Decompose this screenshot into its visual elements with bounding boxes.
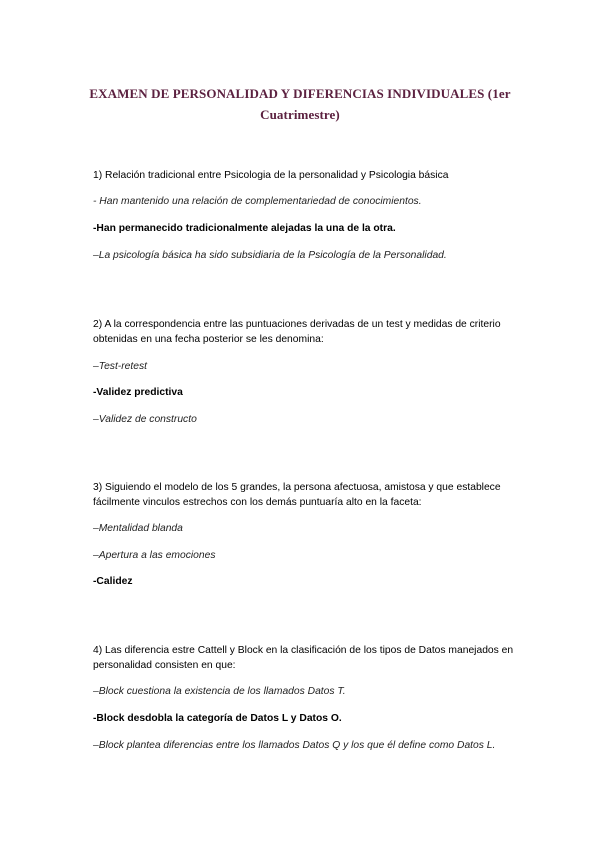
question-3-option-a: –Mentalidad blanda — [93, 523, 183, 534]
question-2: 2) A la correspondencia entre las puntuaciones derivadas de un test y medidas de criterio obtenidas en una fecha posterior se les denomina: — [93, 319, 501, 345]
question-1-option-c: –La psicología básica ha sido subsidiaria de la Psicología de la Personalidad. — [93, 250, 447, 261]
question-3-option-b: –Apertura a las emociones — [93, 550, 216, 561]
document-title: EXAMEN DE PERSONALIDAD Y DIFERENCIAS INDIVIDUALES (1er Cuatrimestre) — [89, 86, 511, 122]
question-1-option-a: - Han mantenido una relación de complementariedad de conocimientos. — [93, 196, 422, 207]
question-1-option-b: -Han permanecido tradicionalmente alejadas la una de la otra. — [93, 223, 396, 234]
question-4-option-b: -Block desdobla la categoría de Datos L y Datos O. — [93, 713, 342, 724]
question-2-option-a: –Test-retest — [93, 361, 147, 372]
question-2-option-c: –Validez de constructo — [93, 414, 197, 425]
question-3-option-c: -Calidez — [93, 576, 133, 587]
question-4-option-a: –Block cuestiona la existencia de los llamados Datos T. — [93, 686, 346, 697]
question-4: 4) Las diferencia estre Cattell y Block en la clasificación de los tipos de Datos manejados en personalidad consisten en que: — [93, 645, 514, 671]
question-3: 3) Siguiendo el modelo de los 5 grandes, la persona afectuosa, amistosa y que establece fácilmente vinculos estrechos con los demás puntuaría alto en la faceta: — [93, 482, 501, 508]
question-4-option-c: –Block plantea diferencias entre los llamados Datos Q y los que él define como Datos L. — [93, 740, 496, 751]
question-2-option-b: -Validez predictiva — [93, 387, 183, 398]
question-1: 1) Relación tradicional entre Psicologia de la personalidad y Psicologia básica — [93, 170, 449, 181]
